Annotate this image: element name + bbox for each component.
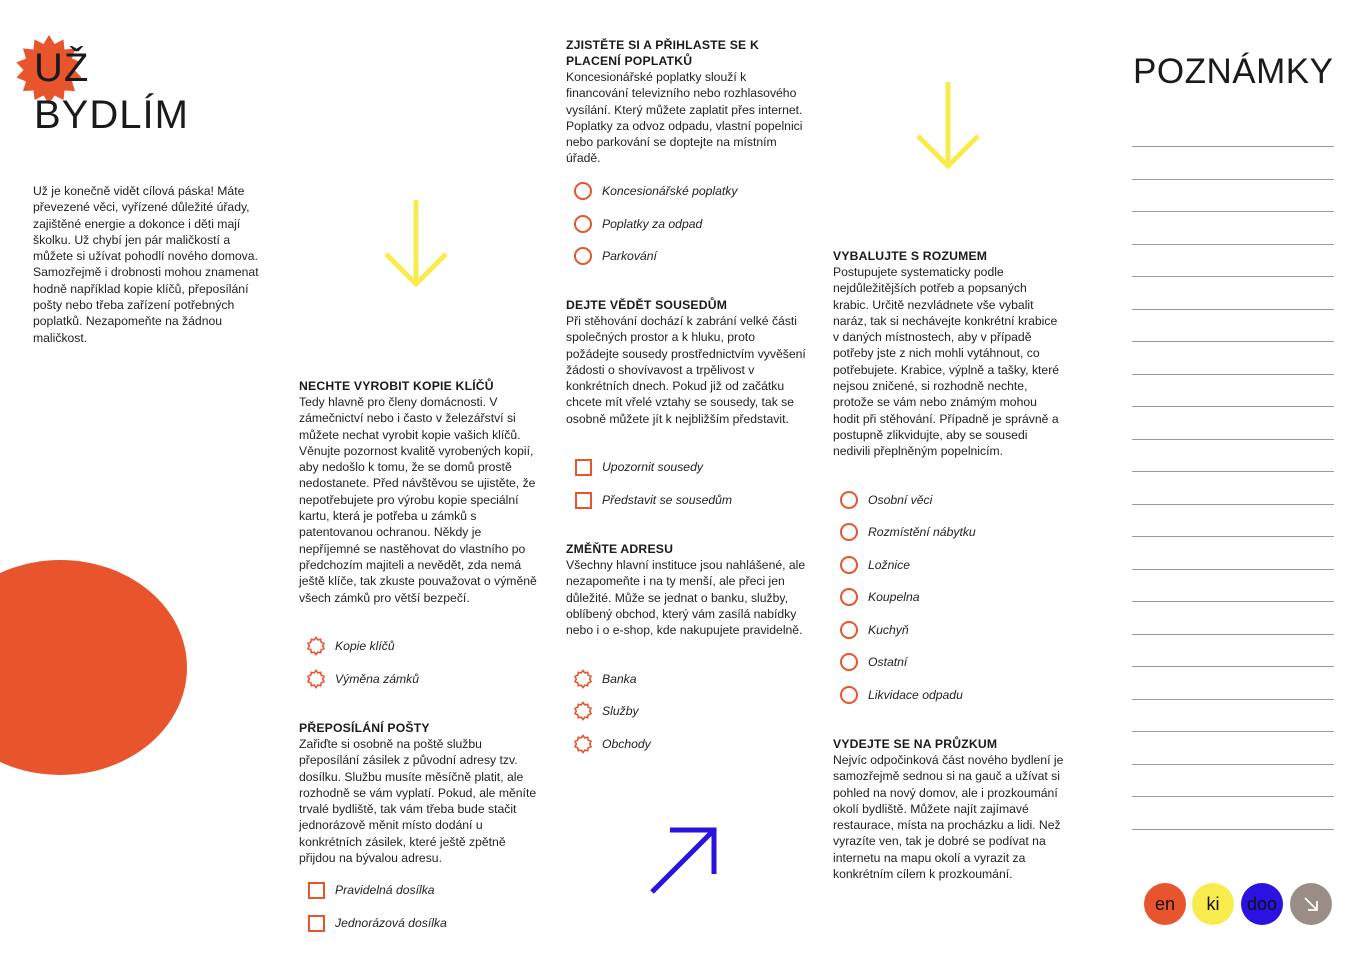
unpack-item-6[interactable]: [839, 652, 907, 672]
note-line[interactable]: [1132, 244, 1334, 245]
address-item-2-label: Služby: [602, 704, 639, 718]
unpack-item-5[interactable]: [839, 620, 909, 640]
logo-dot-ki: [1192, 883, 1234, 925]
logo-text-en: en: [1154, 893, 1176, 914]
fees-text: Koncesionářské poplatky slouží k financování televizního nebo rozhlasového vysílání. Který můžete zaplatit přes internet. Poplatky za odvoz odpadu, vlastní popelnici nebo parkování se doptejte na místním úřadě.: [566, 70, 803, 166]
fees-item-2[interactable]: [573, 214, 702, 234]
arrow-down-icon: [380, 198, 452, 290]
unpack-item-7-label: Likvidace odpadu: [868, 688, 963, 702]
note-line[interactable]: [1132, 146, 1334, 147]
checkbox-circle-icon[interactable]: [839, 490, 859, 510]
keys-heading: NECHTE VYROBIT KOPIE KLÍČŮ: [299, 379, 494, 393]
checkbox-circle-icon[interactable]: [839, 522, 859, 542]
address-item-1[interactable]: [573, 669, 637, 689]
address-item-2[interactable]: [573, 701, 639, 721]
fees-item-3[interactable]: [573, 246, 657, 266]
logo-text-ki: ki: [1206, 893, 1220, 914]
unpack-item-2-label: Rozmístění nábytku: [868, 525, 976, 539]
keys-item-2[interactable]: [306, 669, 419, 689]
unpack-heading: VYBALUJTE S ROZUMEM: [833, 249, 988, 263]
unpack-item-1-label: Osobní věci: [868, 493, 933, 507]
fees-heading: ZJISTĚTE SI A PŘIHLASTE SE K PLACENÍ POPLATKŮ: [566, 38, 759, 69]
title-line-2: BYDLÍM: [34, 93, 189, 137]
checkbox-circle-icon[interactable]: [839, 652, 859, 672]
title-line-1: UŽ: [34, 46, 90, 90]
logo-text-doo: doo: [1246, 893, 1278, 914]
unpack-text: Postupujete systematicky podle nejdůležitějších potřeb a popsaných krabic. Určitě nezvládnete vše vybalit naráz, tak si nechávejte konkrétní krabice v daných místnostech, aby v případě potřeby jste z nich mohli vytáhnout, co potřebujete. Krabice, výplně a tašky, které nejsou zničené, si rozhodně nechte, protože se vám nebo známým mohou hodit při stěhování. Případně je správně a postupně zlikvidujte, aby se sousedi nedivili přeplněným popelnicím.: [833, 265, 1060, 459]
mail-item-2[interactable]: [306, 913, 447, 933]
note-line[interactable]: [1132, 374, 1334, 375]
address-item-3[interactable]: [573, 734, 651, 754]
checkbox-circle-icon[interactable]: [573, 246, 593, 266]
unpack-item-3-label: Ložnice: [868, 558, 911, 572]
keys-item-2-label: Výměna zámků: [335, 672, 419, 686]
note-line[interactable]: [1132, 569, 1334, 570]
starburst-checkbox-icon[interactable]: [306, 636, 326, 656]
unpack-item-4[interactable]: [839, 587, 920, 607]
address-item-3-label: Obchody: [602, 737, 651, 751]
arrow-up-right-icon: [648, 826, 720, 896]
neighbors-item-1-label: Upozornit sousedy: [602, 460, 703, 474]
unpack-item-3[interactable]: [839, 555, 910, 575]
note-line[interactable]: [1132, 829, 1334, 830]
explore-text: Nejvíc odpočinková část nového bydlení je samozřejmě sednou si na gauč a užívat si pohled na nový domov, ale i prozkoumání okolí bydliště. Můžete najít zajímavé restaurace, místa na procházku a lidi. Než vyrazíte ven, tak je dobré se podívat na internetu na mapu okolí a vyrazit za konkrétním cílem k prozkoumání.: [833, 753, 1064, 882]
note-line[interactable]: [1132, 731, 1334, 732]
note-line[interactable]: [1132, 504, 1334, 505]
note-line[interactable]: [1132, 179, 1334, 180]
arrow-down-icon: [912, 80, 984, 172]
checkbox-circle-icon[interactable]: [573, 214, 593, 234]
starburst-checkbox-icon[interactable]: [573, 734, 593, 754]
logo-dot-doo: [1241, 883, 1283, 925]
orange-circle-shape: [0, 560, 187, 775]
starburst-checkbox-icon[interactable]: [306, 669, 326, 689]
mail-heading: PŘEPOSÍLÁNÍ POŠTY: [299, 721, 430, 735]
note-line[interactable]: [1132, 276, 1334, 277]
neighbors-item-1[interactable]: [573, 457, 703, 477]
logo-dot-en: [1144, 883, 1186, 925]
note-line[interactable]: [1132, 341, 1334, 342]
note-line[interactable]: [1132, 439, 1334, 440]
unpack-item-4-label: Koupelna: [868, 590, 920, 604]
note-line[interactable]: [1132, 309, 1334, 310]
fees-item-2-label: Poplatky za odpad: [602, 217, 703, 231]
checkbox-circle-icon[interactable]: [839, 587, 859, 607]
checkbox-circle-icon[interactable]: [573, 181, 593, 201]
fees-item-1-label: Koncesionářské poplatky: [602, 184, 738, 198]
mail-item-1[interactable]: [306, 880, 435, 900]
unpack-item-6-label: Ostatní: [868, 655, 908, 669]
note-line[interactable]: [1132, 666, 1334, 667]
keys-item-1[interactable]: [306, 636, 395, 656]
unpack-item-7[interactable]: [839, 685, 963, 705]
unpack-item-5-label: Kuchyň: [868, 623, 909, 637]
fees-item-3-label: Parkování: [602, 249, 657, 263]
mail-item-1-label: Pravidelná dosílka: [335, 883, 435, 897]
checkbox-square-icon[interactable]: [573, 490, 593, 510]
checkbox-circle-icon[interactable]: [839, 555, 859, 575]
note-line[interactable]: [1132, 634, 1334, 635]
keys-item-1-label: Kopie klíčů: [335, 639, 395, 653]
mail-item-2-label: Jednorázová dosílka: [335, 916, 447, 930]
intro-text: Už je konečně vidět cílová páska! Máte převezené věci, vyřízené důležité úřady, zajištěné energie a dokonce i děti mají školku. Už chybí jen pár maličkostí a můžete si užívat pohodlí nového domova. Samozřejmě i drobnosti mohou znamenat hodně například kopie klíčů, přeposílání pošty nebo třeba zařízení potřebných poplatků. Nezapomeňte na žádnou maličkost.: [33, 184, 259, 345]
starburst-checkbox-icon[interactable]: [573, 701, 593, 721]
checkbox-circle-icon[interactable]: [839, 685, 859, 705]
note-line[interactable]: [1132, 406, 1334, 407]
note-line[interactable]: [1132, 764, 1334, 765]
address-heading: ZMĚŇTE ADRESU: [566, 542, 674, 556]
arrow-down-right-icon: [1302, 895, 1320, 913]
mail-text: Zařiďte si osobně na poště službu přeposílání zásilek z původní adresy tzv. dosílku. Službu musíte měsíčně platit, ale rozhodně se vám vyplatí. Pokud, ale měníte trvalé bydliště, tak vám třeba bude stačit jednorázově měnit místo dodání u konkrétních zásilek, které ještě zpětně přijdou na bývalou adresu.: [299, 737, 537, 866]
note-line[interactable]: [1132, 536, 1334, 537]
keys-text: Tedy hlavně pro členy domácnosti. V zámečnictví nebo i často v železářství si můžete nechat vyrobit kopie vašich klíčů. Věnujte pozornost kvalitě vyrobených kopií, aby nedošlo k tomu, že se domů prostě nedostanete. Před návštěvou se ujistěte, že nepotřebujete pro výrobu kopie speciální kartu, která je potřeba u zámků s patentovanou ochranou. Někdy je nepříjemné se nastěhovat do vlastního po předchozím majiteli a nevědět, zda nemá ještě klíče, tak zkuste pouvažovat o výměně všech zámků pro větší bezpečí.: [299, 395, 537, 605]
neighbors-text: Při stěhování dochází k zabrání velké části společných prostor a k hluku, proto požádejte sousedy prostřednictvím vyvěšení žádosti o shovívavost a trpělivost v konkrétních dnech. Pokud již od začátku chcete mít vřelé vztahy se sousedy, tak se osobně můžete jít k nejbližším představit.: [566, 314, 806, 426]
unpack-item-1[interactable]: [839, 490, 932, 510]
note-line[interactable]: [1132, 211, 1334, 212]
neighbors-item-2-label: Představit se sousedům: [602, 493, 733, 507]
note-line[interactable]: [1132, 471, 1334, 472]
fees-item-1[interactable]: [573, 181, 738, 201]
address-item-1-label: Banka: [602, 672, 637, 686]
checkbox-circle-icon[interactable]: [839, 620, 859, 640]
checkbox-square-icon[interactable]: [306, 913, 326, 933]
neighbors-item-2[interactable]: [573, 490, 732, 510]
notes-title: POZNÁMKY: [1133, 52, 1334, 91]
note-line[interactable]: [1132, 796, 1334, 797]
starburst-checkbox-icon[interactable]: [573, 669, 593, 689]
note-line[interactable]: [1132, 601, 1334, 602]
logo-arrow-button: [1290, 883, 1332, 925]
address-text: Všechny hlavní instituce jsou nahlášené, ale nezapomeňte i na ty menší, ale přeci jen důležité. Může se jednat o banku, služby, oblíbený obchod, který vám zasílá nabídky nebo i o e-shop, kde nakupujete pravidelně.: [566, 558, 806, 638]
explore-heading: VYDEJTE SE NA PRŮZKUM: [833, 737, 998, 751]
unpack-item-2[interactable]: [839, 522, 976, 542]
note-line[interactable]: [1132, 699, 1334, 700]
page-title: [34, 48, 189, 135]
checkbox-square-icon[interactable]: [573, 457, 593, 477]
checkbox-square-icon[interactable]: [306, 880, 326, 900]
neighbors-heading: DEJTE VĚDĚT SOUSEDŮM: [566, 298, 728, 312]
